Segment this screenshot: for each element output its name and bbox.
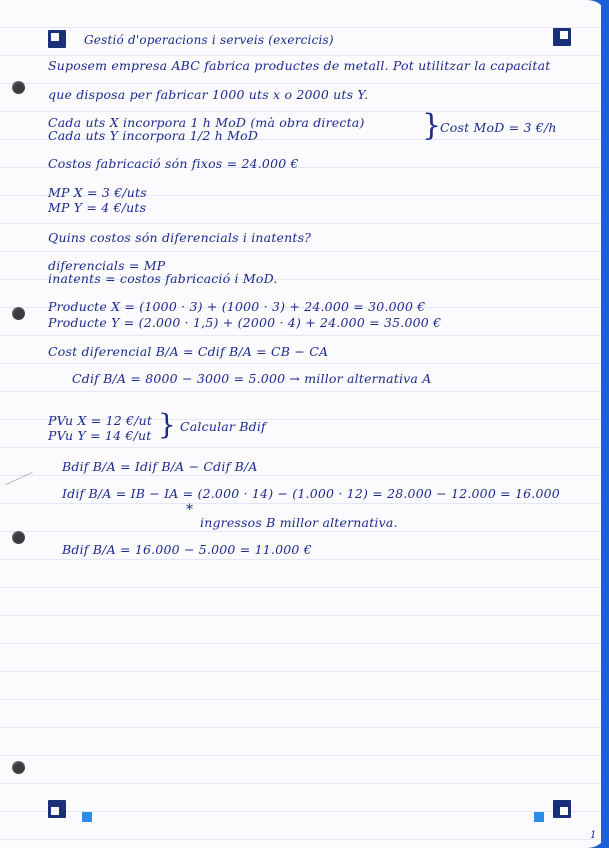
curly-brace-icon: }	[422, 108, 442, 143]
curly-brace-icon: }	[158, 408, 176, 441]
pvu-y-line: PVu Y = 14 €/ut	[48, 428, 152, 443]
square-mark-icon	[82, 812, 92, 822]
notebook-logo-icon	[48, 30, 66, 48]
mp-y-line: MP Y = 4 €/uts	[48, 200, 147, 215]
binder-hole	[12, 761, 25, 774]
pvu-x-line: PVu X = 12 €/ut	[48, 413, 153, 428]
bdif-calc-line: Bdif B/A = 16.000 − 5.000 = 11.000 €	[62, 542, 312, 557]
question-line: Quins costos són diferencials i inatents?	[48, 230, 312, 245]
binder-hole	[12, 307, 25, 320]
notebook-logo-icon	[553, 800, 571, 818]
mod-cost: Cost MoD = 3 €/h	[440, 120, 557, 135]
bdif-formula-line: Bdif B/A = Idif B/A − Cdif B/A	[62, 459, 258, 474]
fixed-costs-line: Costos fabricació són fixos = 24.000 €	[48, 156, 299, 171]
statement-line-2: que disposa per fabricar 1000 uts x o 2000 uts Y.	[48, 87, 369, 102]
ingressos-note: ingressos B millor alternativa.	[200, 515, 398, 530]
diferencials-line: diferencials = MP	[48, 258, 166, 273]
mod-x-line: Cada uts X incorpora 1 h MoD (mà obra directa)	[48, 115, 365, 130]
producte-y-line: Producte Y = (2.000 · 1,5) + (2000 · 4) + 24.000 = 35.000 €	[48, 315, 442, 330]
cost-diferencial-line: Cost diferencial B/A = Cdif B/A = CB − CA	[48, 344, 329, 359]
notebook-logo-icon	[48, 800, 66, 818]
calc-bdif-note: Calcular Bdif	[180, 419, 266, 434]
binder-hole	[12, 531, 25, 544]
producte-x-line: Producte X = (1000 · 3) + (1000 · 3) + 24.000 = 30.000 €	[48, 299, 426, 314]
page-edge	[601, 0, 609, 848]
cost-diferencial-calc: Cdif B/A = 8000 − 3000 = 5.000 → millor alternativa A	[72, 371, 432, 386]
idif-calc-line: Idif B/A = IB − IA = (2.000 · 14) − (1.000 · 12) = 28.000 − 12.000 = 16.000	[62, 486, 560, 501]
inatents-line: inatents = costos fabricació i MoD.	[48, 271, 278, 286]
statement-line-1: Suposem empresa ABC fabrica productes de metall. Pot utilitzar la capacitat	[48, 58, 551, 73]
mp-x-line: MP X = 3 €/uts	[48, 185, 147, 200]
page-number: 1	[590, 830, 597, 841]
pencil-mark	[5, 472, 33, 486]
notebook-logo-icon	[553, 28, 571, 46]
page-title: Gestió d'operacions i serveis (exercicis)	[84, 33, 334, 47]
binder-hole	[12, 81, 25, 94]
square-mark-icon	[534, 812, 544, 822]
mod-y-line: Cada uts Y incorpora 1/2 h MoD	[48, 128, 259, 143]
asterisk-icon: *	[186, 502, 194, 518]
